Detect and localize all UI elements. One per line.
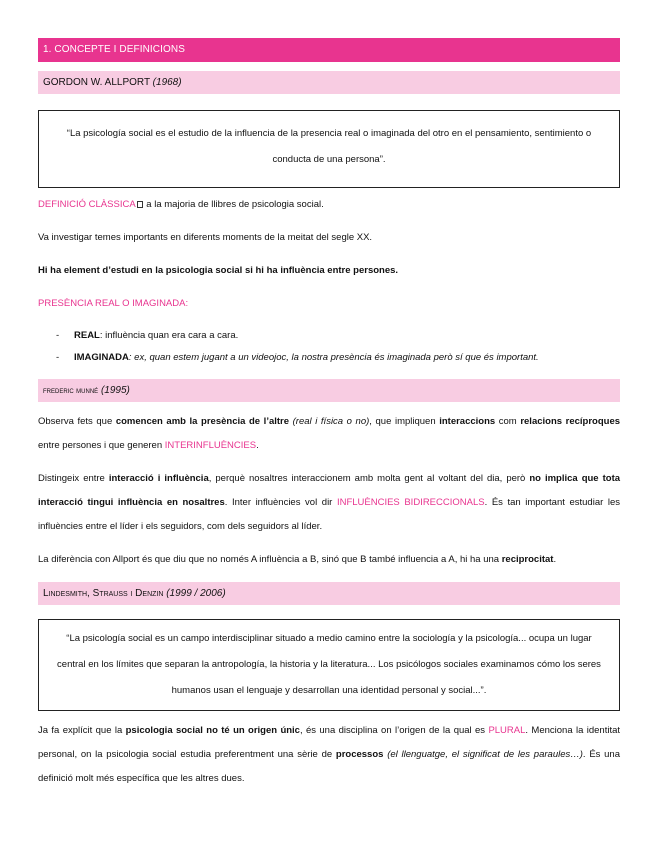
- paragraph: La diferència con Allport és que diu que no només A influència a B, sinó que B també influencia a A, hi ha una reciprocitat.: [38, 554, 557, 565]
- author-year: (1968): [152, 77, 182, 88]
- author-heading-allport: [38, 71, 620, 94]
- author-year: (1995): [100, 385, 130, 396]
- author-name: frederic munné: [43, 385, 99, 395]
- section-title: 1. CONCEPTE I DEFINICIONS: [43, 44, 185, 55]
- classic-definition-label: DEFINICIÓ CLÀSSICA: [38, 199, 136, 210]
- presence-list: [38, 325, 620, 369]
- classic-definition-line: [38, 194, 620, 216]
- paragraph: Ja fa explícit que la psicologia social no té un origen únic, és una disciplina on l’origen de la qual es PLURAL. Menciona la identitat personal, on la psicologia social estudia preferentment una sèrie de processos (el llenguatge, el significat de les paraules…). És una definició molt més específica que les altres dues.: [38, 725, 621, 784]
- arrow-placeholder-icon: [137, 201, 143, 208]
- author-name: Lindesmith, Strauss i Denzin: [43, 588, 164, 599]
- presence-label: PRESÈNCIA REAL O IMAGINADA:: [38, 298, 189, 309]
- paragraph: Observa fets que comencen amb la presència de l’altre (real i física o no), que impliquen interaccions com relacions recíproques entre persones i que generen INTERINFLUÈNCIES.: [38, 416, 621, 451]
- quote-text: “La psicología social es el estudio de la influencia de la presencia real o imaginada del otro en el pensamiento, sentimiento o conducta de una persona”.: [66, 128, 592, 165]
- paragraph: Va investigar temes importants en diferents moments de la meitat del segle XX.: [38, 232, 373, 243]
- quote-box-allport: [38, 110, 620, 188]
- quote-box-lindesmith: [38, 619, 620, 711]
- list-item: - IMAGINADA: ex, quan estem jugant a un videojoc, la nostra presència és imaginada però sí que és important.: [56, 352, 539, 363]
- document-page: [38, 38, 620, 791]
- quote-text: “La psicología social es un campo interdisciplinar situado a medio camino entre la sociología y la psicología... ocupa un lugar central en los límites que separan la antropología, la historia y la literatura... Los psicólogos sociales examinamos cómo los seres humanos usan el lenguaje y desarrollan una identidad personal y social...”.: [57, 633, 601, 696]
- author-heading-lindesmith: [38, 582, 620, 605]
- section-heading: [38, 38, 620, 62]
- classic-definition-text: a la majoria de llibres de psicologia social.: [143, 199, 324, 210]
- author-year: (1999 / 2006): [166, 588, 226, 599]
- author-name: GORDON W. ALLPORT: [43, 77, 150, 88]
- paragraph-bold: Hi ha element d’estudi en la psicologia social si hi ha influència entre persones.: [38, 265, 399, 276]
- list-item: - REAL: influència quan era cara a cara.: [56, 330, 239, 341]
- paragraph: Distingeix entre interacció i influència, perquè nosaltres interaccionem amb molta gent al voltant del dia, però no implica que tota interacció tingui influència en nosaltres. Inter influències vol dir INFLUÈNCIES BIDIRECCIONALS. És tan important estudiar les influències entre el líder i els seguidors, com dels seguidors al líder.: [38, 473, 621, 532]
- author-heading-munne: [38, 379, 620, 402]
